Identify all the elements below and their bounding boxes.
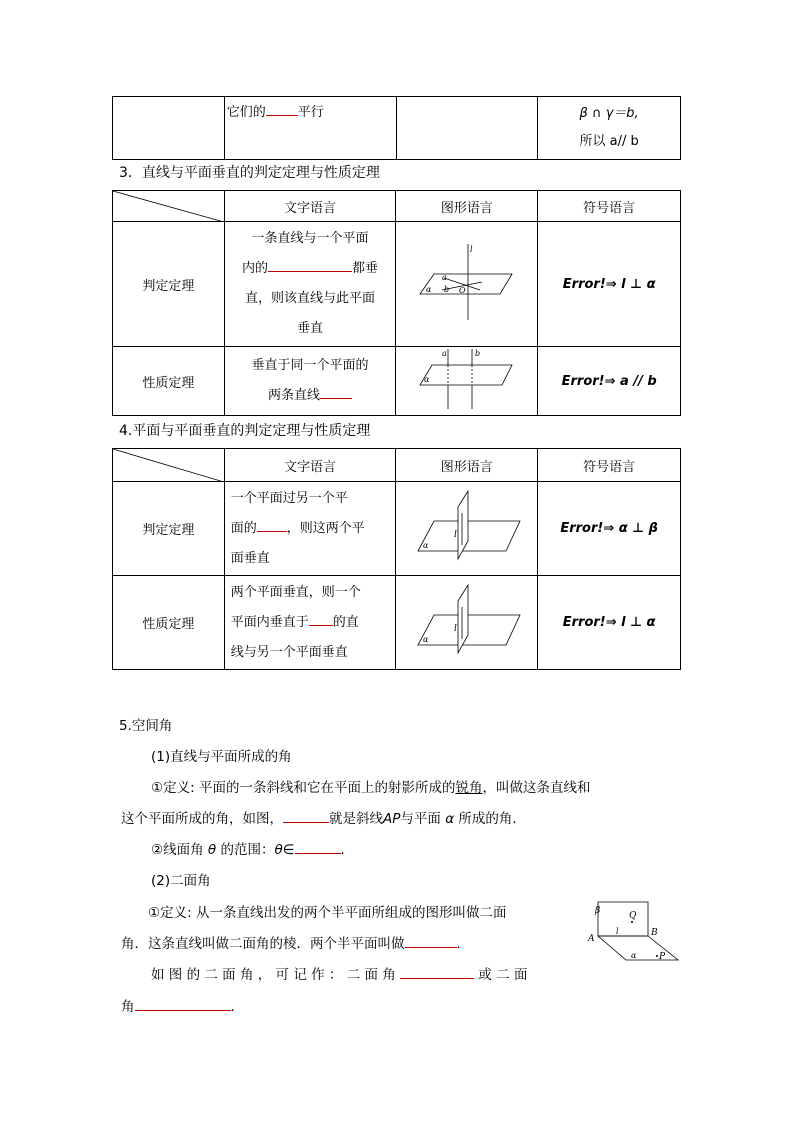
fig5-label-P: P bbox=[659, 952, 666, 962]
table0-text-cell bbox=[224, 97, 396, 160]
table4-row2-blank bbox=[309, 611, 333, 626]
def1-line2-alpha: α bbox=[445, 811, 455, 827]
def2-blank bbox=[405, 933, 457, 948]
def1-post: ，叫做这条直线和 bbox=[482, 780, 591, 796]
table4-row1-text bbox=[224, 482, 396, 576]
table3-row2-figure bbox=[396, 347, 538, 416]
section5-def1-line2 bbox=[121, 807, 526, 827]
fig5-label-A: A bbox=[588, 934, 595, 944]
table4-row1-blank bbox=[257, 517, 287, 532]
fig3a-label-l: l bbox=[469, 245, 473, 254]
table3-row2-symbol: Error!⇒ a // b bbox=[538, 347, 681, 416]
table-plane-plane-perpendicular bbox=[112, 448, 681, 670]
table4-row2-text bbox=[224, 576, 396, 670]
table3-row1-symbol: Error!⇒ l ⊥ α bbox=[538, 222, 681, 347]
section5-sub2: (2)二面角 bbox=[151, 873, 211, 889]
table3-row2-line2-text: 两条直线 bbox=[268, 388, 321, 403]
fig3a-label-a: a bbox=[441, 273, 447, 282]
def1-line2-mid: 就是斜线 bbox=[329, 811, 383, 827]
table4-row1-figure bbox=[396, 482, 538, 576]
table0-symbol-line2: 所以 a// b bbox=[579, 134, 639, 149]
table4-row2-label: 性质定理 bbox=[113, 576, 225, 670]
def2-line2-post: ． bbox=[456, 936, 470, 952]
table4-row2-line3: 线与另一个平面垂直 bbox=[230, 644, 348, 660]
dihedral-angle-figure bbox=[586, 898, 682, 964]
notation-line1-pre: 如 图 的 二 面 角 ， 可 记 作 ： 二 面 角 bbox=[151, 967, 396, 983]
fig3b-label-alpha: α bbox=[423, 375, 430, 384]
fig4a-label-l: l bbox=[453, 529, 457, 540]
section5-def2-line1: ①定义: 从一条直线出发的两个半平面所组成的图形叫做二面 bbox=[148, 905, 507, 921]
plane-plane-perp-figure-2 bbox=[412, 581, 522, 661]
fig3a-label-O: O bbox=[458, 286, 466, 295]
fig5-label-l: l bbox=[616, 927, 619, 936]
table4-row1-line2-pre: 面的 bbox=[230, 520, 257, 536]
table4-row1-line3: 面垂直 bbox=[230, 550, 270, 566]
section5-def2-line2 bbox=[121, 932, 470, 952]
table0-text-prefix: 它们的 bbox=[226, 105, 266, 120]
two-lines-perp-plane-figure bbox=[412, 347, 522, 411]
section5-def1-line1 bbox=[151, 776, 590, 796]
section5-notation-line2 bbox=[121, 995, 244, 1015]
table4-row1-symbol: Error!⇒ α ⊥ β bbox=[538, 482, 681, 576]
table0-text-suffix: 平行 bbox=[297, 105, 324, 120]
table3-row2-label: 性质定理 bbox=[113, 347, 225, 416]
notation-blank-2 bbox=[135, 996, 231, 1011]
def2-line2-pre: 角．这条直线叫做二面角的棱．两个半平面叫做 bbox=[121, 936, 405, 952]
table4-header-text: 文字语言 bbox=[224, 449, 396, 482]
range-theta: θ bbox=[207, 842, 217, 858]
fig4a-label-alpha: α bbox=[422, 540, 429, 550]
notation-line1-post: 或 二 面 bbox=[478, 967, 528, 983]
table0-label-cell bbox=[113, 97, 225, 160]
table4-header-symbol: 符号语言 bbox=[538, 449, 681, 482]
table4-row1-label: 判定定理 bbox=[113, 482, 225, 576]
table4-row1-line1: 一个平面过另一个平 bbox=[230, 490, 348, 506]
table4-corner-cell bbox=[113, 449, 225, 482]
table3-row1-line2-post: 都垂 bbox=[352, 261, 379, 276]
table3-header-symbol: 符号语言 bbox=[538, 191, 681, 222]
fig5-label-alpha: α bbox=[631, 951, 637, 960]
table4-row2-line1: 两个平面垂直，则一个 bbox=[230, 584, 361, 600]
table3-row1-figure bbox=[396, 222, 538, 347]
range-post: ． bbox=[340, 842, 354, 858]
def1-line2-post: 所成的角． bbox=[458, 811, 526, 827]
table4-row2-line2-post: 的直 bbox=[332, 614, 359, 630]
table3-row1-line2 bbox=[225, 254, 396, 284]
notation-blank-1 bbox=[400, 964, 474, 979]
def1-line2-ap: AP bbox=[383, 811, 401, 827]
table0-symbol-line1: β ∩ γ＝b, bbox=[579, 106, 639, 121]
fig5-label-Q: Q bbox=[629, 911, 637, 921]
plane-plane-perp-figure-1 bbox=[412, 487, 522, 567]
table3-row1-line3: 直，则该直线与此平面 bbox=[245, 291, 376, 306]
table0-symbol-cell bbox=[538, 97, 681, 160]
fig5-label-beta: β bbox=[595, 906, 601, 916]
table3-row2-blank bbox=[320, 384, 352, 399]
range-in: θ∈ bbox=[274, 842, 295, 858]
table-line-plane-perpendicular bbox=[112, 190, 681, 416]
section3-heading: 3．直线与平面垂直的判定定理与性质定理 bbox=[119, 165, 380, 181]
table0-figure-cell bbox=[396, 97, 538, 160]
table3-row1-blank bbox=[268, 257, 352, 272]
table4-row2-line2-pre: 平面内垂直于 bbox=[230, 614, 309, 630]
fig5-label-B: B bbox=[651, 928, 658, 938]
fig3b-label-a: a bbox=[441, 349, 447, 358]
diagonal-divider bbox=[113, 191, 224, 222]
table3-row2-line1: 垂直于同一个平面的 bbox=[251, 358, 369, 373]
table3-row1-line2-pre: 内的 bbox=[242, 261, 269, 276]
table4-row2-line2 bbox=[231, 608, 396, 638]
table-parallel-continuation bbox=[112, 96, 681, 160]
range-pre: ②线面角 bbox=[151, 842, 204, 858]
fig3a-label-b: b bbox=[443, 285, 449, 294]
table3-row1-line4: 垂直 bbox=[297, 321, 324, 336]
section5-sub1: (1)直线与平面所成的角 bbox=[151, 749, 292, 765]
def1-blank bbox=[283, 808, 329, 823]
table3-row1-label: 判定定理 bbox=[113, 222, 225, 347]
table4-header-figure: 图形语言 bbox=[396, 449, 538, 482]
table4-row1-line2 bbox=[231, 514, 396, 544]
def1-line2-mid2: 与平面 bbox=[400, 811, 441, 827]
table3-header-figure: 图形语言 bbox=[396, 191, 538, 222]
fig4b-label-l: l bbox=[453, 623, 457, 634]
table3-row1-line1: 一条直线与一个平面 bbox=[251, 231, 369, 246]
notation-line2-pre: 角 bbox=[121, 999, 135, 1015]
def1-pre: ①定义: 平面的一条斜线和它在平面上的射影所成的 bbox=[151, 780, 456, 796]
range-blank bbox=[295, 839, 341, 854]
section5-heading: 5.空间角 bbox=[119, 718, 173, 734]
fig4b-label-alpha: α bbox=[422, 634, 429, 644]
table4-row2-symbol: Error!⇒ l ⊥ α bbox=[538, 576, 681, 670]
diagonal-divider bbox=[113, 449, 224, 482]
table3-header-text: 文字语言 bbox=[224, 191, 396, 222]
def1-line2-pre: 这个平面所成的角，如图， bbox=[121, 811, 283, 827]
notation-line2-post: ． bbox=[230, 999, 244, 1015]
def1-keyword: 锐角 bbox=[455, 780, 483, 796]
section5-notation-line1 bbox=[151, 963, 527, 983]
fig3a-label-alpha: α bbox=[425, 285, 432, 294]
table4-row1-line2-post: ，则这两个平 bbox=[286, 520, 365, 536]
range-mid: 的范围： bbox=[220, 842, 275, 858]
table3-row2-line2 bbox=[225, 381, 396, 411]
section4-heading: 4.平面与平面垂直的判定定理与性质定理 bbox=[119, 423, 371, 439]
table3-row2-text bbox=[224, 347, 396, 416]
table4-row2-figure bbox=[396, 576, 538, 670]
line-plane-perp-figure bbox=[412, 242, 522, 322]
table0-blank bbox=[266, 101, 298, 116]
section5-range-line bbox=[151, 838, 354, 858]
table3-corner-cell bbox=[113, 191, 225, 222]
fig3b-label-b: b bbox=[474, 349, 480, 358]
table3-row1-text bbox=[224, 222, 396, 347]
